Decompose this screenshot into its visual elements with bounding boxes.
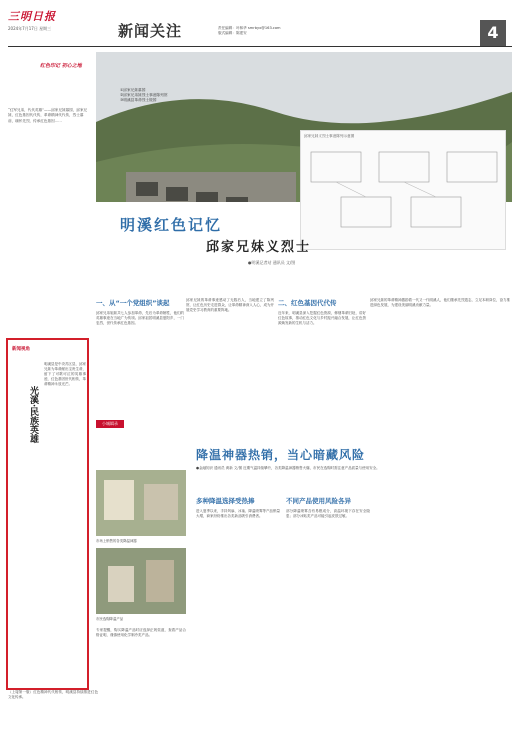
sidebar-label: 新闻视角 — [12, 347, 30, 352]
article-column: 邱家兄妹的革命精神激励着一代又一代明溪人，他们继承先烈遗志，立足本职岗位，奋力推进绿色发展，为建设美丽明溪贡献力量。 — [370, 298, 510, 307]
sidebar-text: 明溪县是中央苏区县，邱家兄妹为革命献出宝贵生命，留下了可歌可泣的英雄事迹，红色基因世代相传，革命精神永放光芒。 — [44, 362, 86, 386]
column-subheading: 不同产品使用风险各异 — [286, 497, 351, 505]
editor-line: 责任编辑：叶林华 smrbyx@163.com — [218, 26, 281, 30]
article-column: 专家提醒，购买降温产品时应选择正规渠道，查看产品合格证明，谨慎使用化学制冷类产品。 — [96, 628, 186, 637]
caption-line: ②邱家兄弟妹烈士事迹陈列馆 — [120, 93, 168, 98]
shop-shelf-image — [96, 470, 186, 536]
continued-text: （上接第一版）红色精神代代相传，明溪县持续推进红色文化传承。 — [8, 690, 98, 699]
section-tag: 小城辑录 — [96, 420, 124, 428]
shopping-image — [96, 548, 186, 614]
feature-banner: 红色印记 初心之地 — [40, 63, 82, 69]
column-subheading: 多种降温选择受热捧 — [196, 497, 255, 505]
photo-caption: 市民选购降温产品 — [96, 617, 124, 621]
feature-byline: ●明溪记者站 通讯员 文/图 — [248, 260, 296, 265]
editor-info — [218, 26, 281, 36]
masthead: 三明日报 — [8, 10, 56, 23]
caption-line: ①邱家兄妹墓园 — [120, 88, 146, 92]
feature-subheading: 邱家兄妹义烈士 — [206, 240, 312, 255]
column-text: 近年来，明溪县深入挖掘红色资源，修缮革命旧址，讲好红色故事，推动红色文化与乡村振兴融合发展，让红色资源焕发新的生机与活力。 — [278, 311, 366, 325]
section-title: 新闻关注 — [118, 22, 183, 40]
page-number: 4 — [480, 20, 506, 46]
article-column — [196, 496, 280, 682]
header-rule — [8, 46, 512, 47]
column-subheading: 一、从“一个党组织”谈起 — [96, 299, 170, 307]
issue-date: 2024年7月17日 星期三 — [8, 26, 52, 31]
article-column: 邱家兄妹的革命事迹感动了无数后人，当地建立了陈列馆，让红色历史走进群众，让革命精神深入人心，成为开展党史学习教育的重要阵地。 — [186, 298, 274, 312]
article-column — [286, 496, 370, 682]
caption-line: ③明溪县革命烈士陵园 — [120, 98, 157, 103]
exhibition-diagram — [300, 130, 506, 250]
feature-caption — [120, 88, 300, 104]
column-subheading: 二、红色基因代代传 — [278, 299, 337, 307]
photo-caption: 市场上销售的各类降温神器 — [96, 539, 137, 543]
story-intro: ●金融知识 通讯员 黄新 文/图 近期气温持续攀升，各类降温神器销售火爆，市民在选购时需注意产品质量与使用安全。 — [196, 466, 380, 470]
column-text: 进入夏季以来，手持风扇、冰袖、降温喷雾等产品销量大增，商家纷纷推出各类新品吸引消费者。 — [196, 509, 280, 518]
story-title: 降温神器热销，当心暗藏风险 — [196, 448, 366, 462]
column-text: 部分降温喷雾含有易燃成分，高温环境下存在安全隐患；部分冰贴类产品可能引起皮肤过敏。 — [286, 509, 370, 518]
diagram-title: 邱家兄妹义烈士事迹陈列示意图 — [304, 134, 355, 138]
layout-editor-line: 版式编辑：陈建安 — [218, 31, 247, 35]
article-column — [278, 298, 366, 518]
diagram-chart-icon — [301, 142, 506, 242]
sidebar-title: 光溪·民族英雄 — [28, 386, 38, 444]
feature-heading: 明溪红色记忆 — [120, 216, 223, 234]
photo-side-caption: “红军兄弟，代代英雄”——邱家兄妹墓园，邱家兄妹，红色基因代代传，革命精神代代传，烈士墓前，缅怀先烈，传承红色基因…… — [8, 108, 88, 123]
news-photo — [96, 470, 186, 536]
news-photo — [96, 548, 186, 614]
column-text: 邱家兄弟姐妹共七人参加革命，先后为革命牺牲，他们的英雄事迹在当地广为传颂。邱家祖居明溪县夏阳乡，一门忠烈，世代传承红色基因。 — [96, 311, 184, 325]
